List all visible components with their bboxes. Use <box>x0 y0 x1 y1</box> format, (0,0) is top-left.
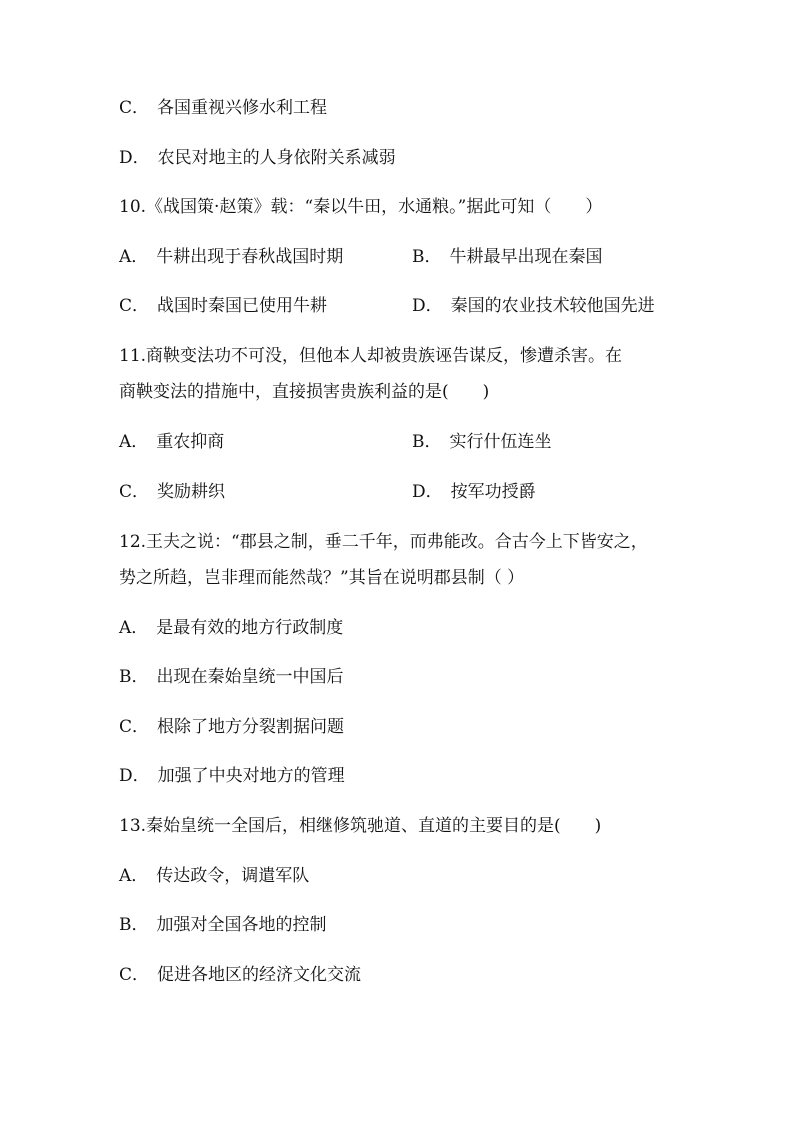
option-letter: C． <box>119 965 150 985</box>
q13-option-a <box>119 865 309 887</box>
option-letter: A． <box>119 247 149 267</box>
option-letter: A． <box>119 866 149 886</box>
question-13: 13.秦始皇统一全国后，相继修筑驰道、直道的主要目的是( ) <box>119 816 602 836</box>
option-letter: C． <box>119 482 150 502</box>
option-text: 战国时秦国已使用牛耕 <box>157 296 328 316</box>
option-text: 根除了地方分裂割据问题 <box>157 717 345 737</box>
q12-option-c <box>119 716 344 738</box>
q12-option-a <box>119 617 343 639</box>
option-text: 按军功授爵 <box>450 482 536 502</box>
question-12-continued: 势之所趋，岂非理而能然哉？”其旨在说明郡县制（ ） <box>119 568 525 588</box>
option-letter: D． <box>119 766 150 786</box>
option-letter: C． <box>119 98 150 118</box>
question-11-continued: 商鞅变法的措施中，直接损害贵族利益的是( ) <box>119 382 490 402</box>
q10-option-d <box>412 295 655 317</box>
question-12: 12.王夫之说：“郡县之制，垂二千年，而弗能改。合古今上下皆安之， <box>119 532 648 552</box>
option-text: 秦国的农业技术较他国先进 <box>450 296 655 316</box>
option-text: 加强了中央对地方的管理 <box>157 766 345 786</box>
q9-option-d <box>119 147 396 169</box>
q12-option-d <box>119 765 345 787</box>
option-text: 奖励耕织 <box>157 482 226 502</box>
option-text: 各国重视兴修水利工程 <box>157 98 328 118</box>
question-11: 11.商鞅变法功不可没，但他本人却被贵族诬告谋反，惨遭杀害。在 <box>119 346 623 366</box>
option-text: 农民对地主的人身依附关系减弱 <box>157 148 396 168</box>
question-10: 10.《战国策·赵策》载：“秦以牛田，水通粮。”据此可知（ ） <box>119 197 603 217</box>
option-letter: C． <box>119 717 150 737</box>
q11-option-a <box>119 431 224 453</box>
option-text: 出现在秦始皇统一中国后 <box>156 667 344 687</box>
q11-option-d <box>412 481 536 503</box>
q13-option-c <box>119 964 361 986</box>
option-text: 重农抑商 <box>156 432 225 452</box>
q9-option-c <box>119 97 327 119</box>
q12-option-b <box>119 666 344 688</box>
option-text: 实行什伍连坐 <box>449 432 552 452</box>
option-text: 加强对全国各地的控制 <box>156 915 327 935</box>
q10-option-c <box>119 295 327 317</box>
q11-option-c <box>119 481 225 503</box>
option-letter: D． <box>119 148 150 168</box>
option-letter: B． <box>412 432 442 452</box>
option-letter: D． <box>412 482 443 502</box>
option-text: 是最有效的地方行政制度 <box>156 618 344 638</box>
option-letter: B． <box>119 915 149 935</box>
q10-option-a <box>119 246 343 268</box>
option-letter: B． <box>412 247 442 267</box>
option-text: 牛耕最早出现在秦国 <box>449 247 603 267</box>
q11-option-b <box>412 431 552 453</box>
q13-option-b <box>119 914 327 936</box>
option-letter: A． <box>119 618 149 638</box>
option-text: 传达政令，调遣军队 <box>156 866 310 886</box>
option-letter: A． <box>119 432 149 452</box>
option-text: 牛耕出现于春秋战国时期 <box>156 247 344 267</box>
option-text: 促进各地区的经济文化交流 <box>157 965 362 985</box>
option-letter: B． <box>119 667 149 687</box>
option-letter: D． <box>412 296 443 316</box>
option-letter: C． <box>119 296 150 316</box>
q10-option-b <box>412 246 603 268</box>
